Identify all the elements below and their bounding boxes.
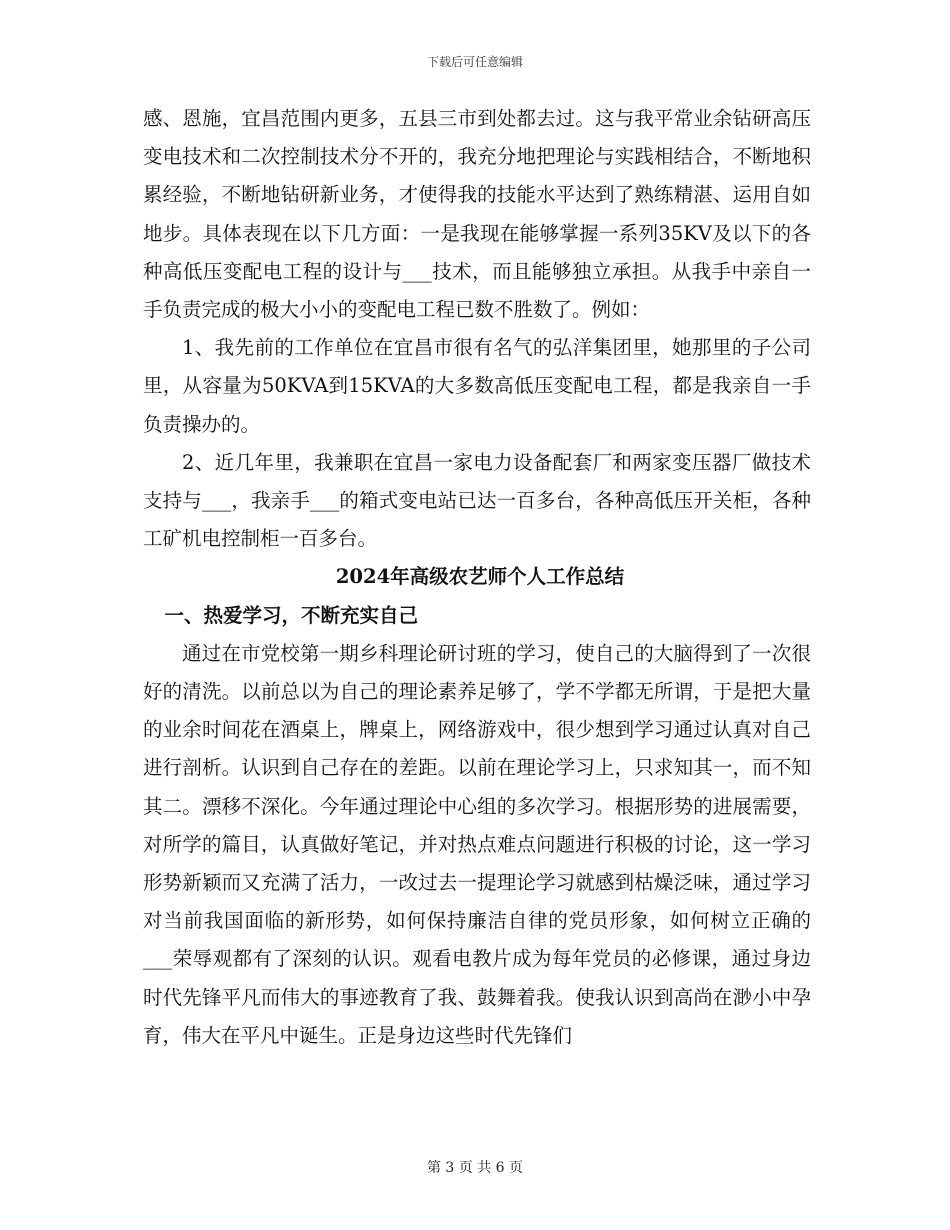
document-body bbox=[143, 100, 811, 1055]
section-heading: 一、热爱学习，不断充实自己 bbox=[164, 603, 418, 627]
continuation-paragraph: 感、恩施，宜昌范围内更多，五县三市到处都去过。这与我平常业余钻研高压变电技术和二次控制技术分不开的，我充分地把理论与实践相结合，不断地积累经验，不断地钻研新业务，才使得我的技能水平达到了熟练精湛、运用自如地步。具体表现在以下几方面：一是我现在能够掌握一系列35KV及以下的各种高低压变配电工程的设计与___技术，而且能够独立承担。从我手中亲自一手负责完成的极大小小的变配电工程已数不胜数了。例如： bbox=[143, 107, 811, 322]
section-paragraph: 通过在市党校第一期乡科理论研讨班的学习，使自己的大脑得到了一次很好的清洗。以前总以为自己的理论素养足够了，学不学都无所谓，于是把大量的业余时间花在酒桌上，牌桌上，网络游戏中，很少想到学习通过认真对自己进行剖析。认识到自己存在的差距。以前在理论学习上，只求知其一，而不知其二。漂移不深化。今年通过理论中心组的多次学习。根据形势的进展需要，对所学的篇目，认真做好笔记，并对热点难点问题进行积极的讨论，这一学习形势新颖而又充满了活力，一改过去一提理论学习就感到枯燥泛味，通过学习对当前我国面临的新形势，如何保持廉洁自律的党员形象，如何树立正确的___荣辱观都有了深刻的认识。观看电教片成为每年党员的必修课，通过身边时代先锋平凡而伟大的事迹教育了我、鼓舞着我。使我认识到高尚在渺小中孕育，伟大在平凡中诞生。正是身边这些时代先锋们 bbox=[143, 641, 811, 1047]
document-title: 2024年高级农艺师个人工作总结 bbox=[335, 565, 625, 589]
page-header-note: 下载后可任意编辑 bbox=[426, 55, 523, 69]
page-number: 第 3 页 共 6 页 bbox=[426, 1160, 524, 1176]
list-item-1: 1、我先前的工作单位在宜昌市很有名气的弘洋集团里，她那里的子公司里，从容量为50KVA到15KVA的大多数高低压变配电工程，都是我亲自一手负责操办的。 bbox=[143, 336, 811, 436]
list-item-2: 2、近几年里，我兼职在宜昌一家电力设备配套厂和两家变压器厂做技术支持与___，我亲手___的箱式变电站已达一百多台，各种高低压开关柜，各种工矿机电控制柜一百多台。 bbox=[143, 450, 811, 551]
